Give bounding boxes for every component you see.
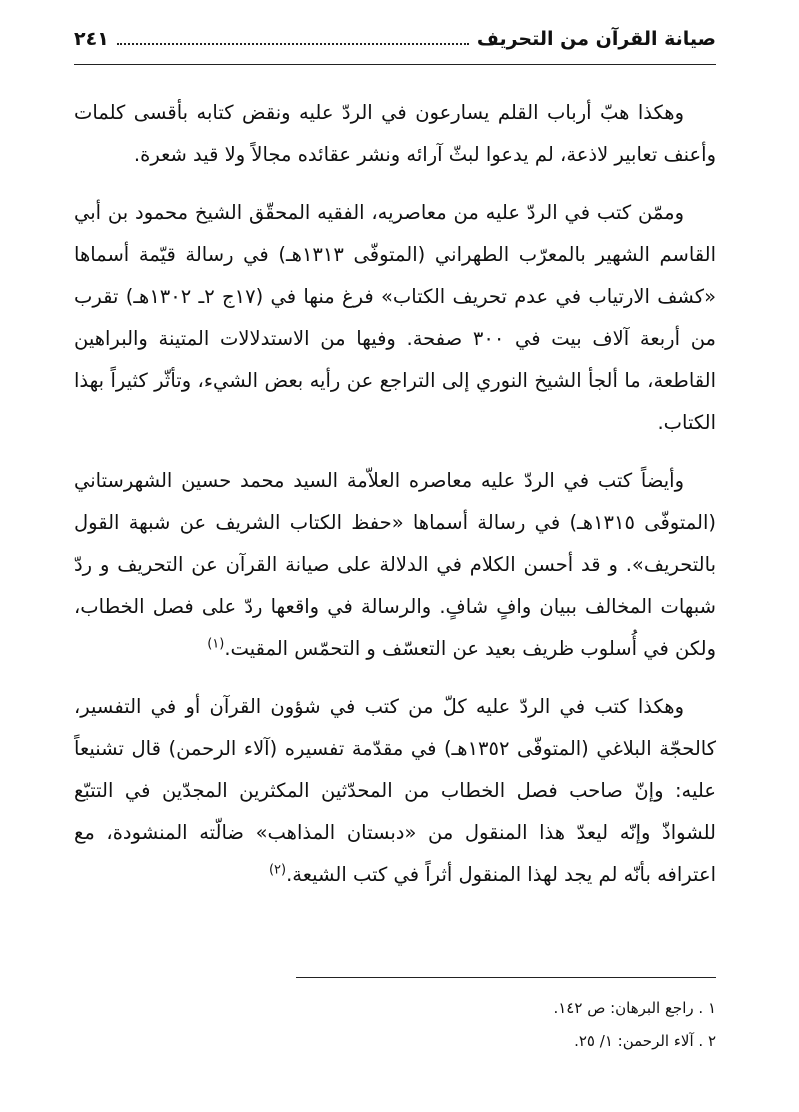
leader-dots <box>117 29 469 45</box>
footnote-separator <box>296 977 716 978</box>
header-rule <box>74 64 716 65</box>
running-header <box>74 28 716 64</box>
footnote: ١ . راجع البرهان: ص ١٤٢. <box>553 999 716 1017</box>
footnote-ref[interactable]: (٢) <box>268 862 287 878</box>
paragraph: وممّن كتب في الردّ عليه من معاصريه، الفقيه المحقّق الشيخ محمود بن أبي القاسم الشهير بالمعرّب الطهراني (المتوفّى ١٣١٣هـ) في رسالة قيّمة أسماها «كشف الارتياب في عدم تحريف الكتاب» فرغ منها في (١٧ج ٢ـ ١٣٠٢هـ) تقرب من أربعة آلاف بيت في ٣٠٠ صفحة. وفيها من الاستدلالات المتينة والبراهين القاطعة، ما ألجأ الشيخ النوري إلى التراجع عن رأيه بعض الشيء، وتأثّر كثيراً بهذا الكتاب. <box>74 201 717 434</box>
body-text <box>74 92 716 912</box>
page-number: ٢٤١ <box>74 28 109 50</box>
footnote-ref[interactable]: (١) <box>207 636 225 652</box>
paragraph: وهكذا هبّ أرباب القلم يسارعون في الردّ عليه ونقض كتابه بأقسى كلمات وأعنف تعابير لاذعة، لم يدعوا لبثّ آرائه ونشر عقائده مجالاً ولا قيد شعرة. <box>74 101 716 166</box>
paragraph: وهكذا كتب في الردّ عليه كلّ من كتب في شؤون القرآن أو في التفسير، كالحجّة البلاغي (المتوفّى ١٣٥٢هـ) في مقدّمة تفسيره (آلاء الرحمن) قال تشنيعاً عليه: وإنّ صاحب فصل الخطاب من المحدّثين المكثرين المجدّين في التتبّع للشواذّ وإنّه ليعدّ هذا المنقول من «دبستان المذاهب» ضالّته المنشودة، مع اعترافه بأنّه لم يجد لهذا المنقول أثراً في كتب الشيعة.$^{(٢)}$ <box>74 695 716 886</box>
paragraph: وأيضاً كتب في الردّ عليه معاصره العلاّمة السيد محمد حسين الشهرستاني (المتوفّى ١٣١٥هـ) في رسالة أسماها «حفظ الكتاب الشريف عن شبهة القول بالتحريف». و قد أحسن الكلام في الدلالة على صيانة القرآن عن التحريف و ردّ شبهات المخالف ببيان وافٍ شافٍ. والرسالة في واقعها ردّ على فصل الخطاب، ولكن في أُسلوب ظريف بعيد عن التعسّف و التحمّس المقيت.$^{(١)}$ <box>74 469 716 660</box>
footnote: ٢ . آلاء الرحمن: ١/ ٢٥. <box>574 1032 716 1050</box>
running-title: صيانة القرآن من التحريف <box>476 28 716 50</box>
footnotes <box>74 992 716 1058</box>
